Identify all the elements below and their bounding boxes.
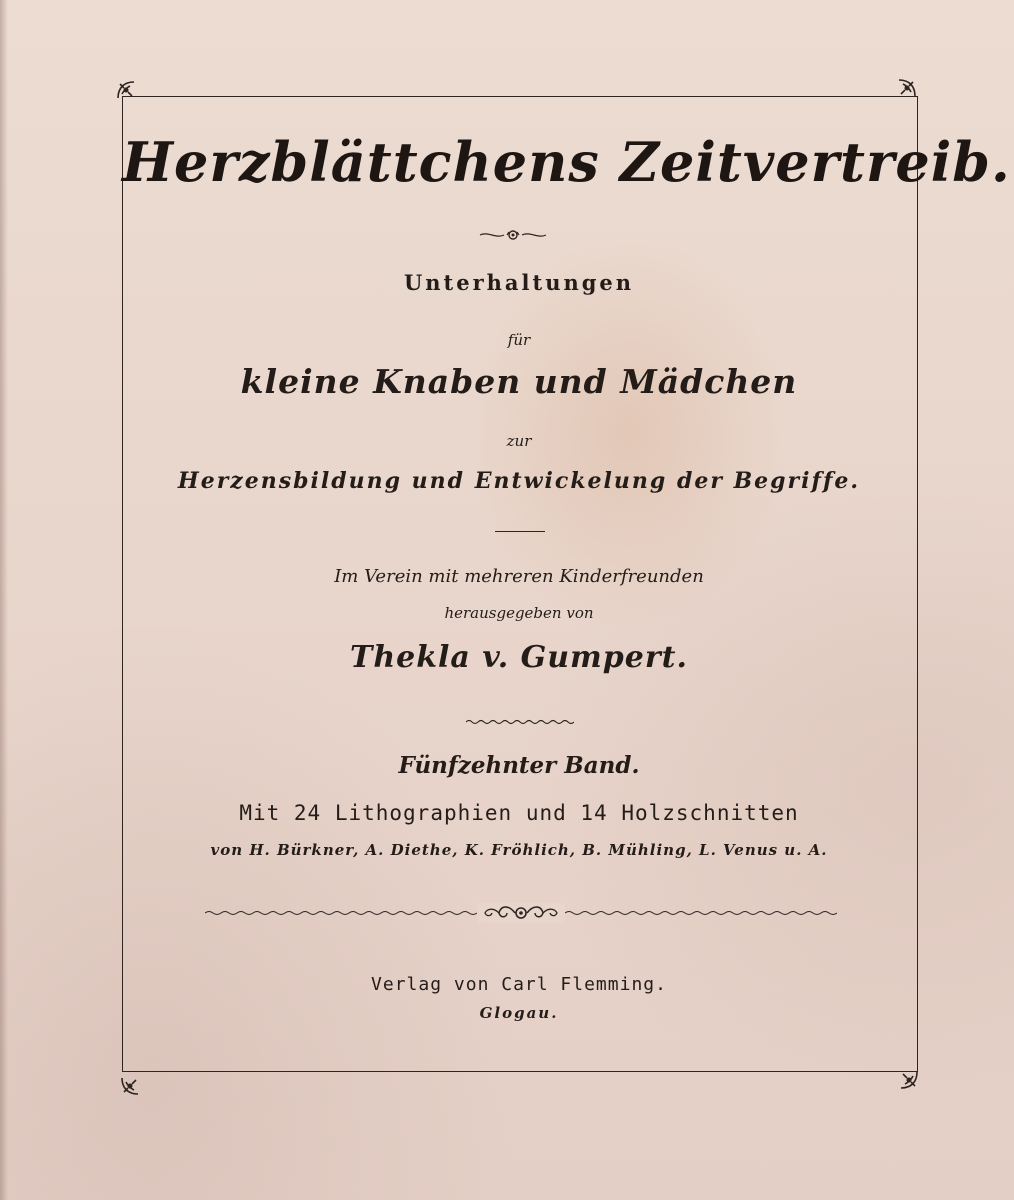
volume-label: Fünfzehnter Band. — [398, 752, 640, 779]
editor-name: Thekla v. Gumpert. — [350, 640, 688, 675]
corner-ornament-icon — [895, 76, 919, 100]
subtitle-fuer: für — [507, 331, 531, 349]
flourish-ornament-icon — [478, 227, 548, 247]
subtitle-unterhaltungen: Unterhaltungen — [403, 270, 635, 295]
subtitle-audience: kleine Knaben und Mädchen — [240, 362, 798, 401]
editor-herausgegeben: herausgegeben von — [444, 604, 594, 622]
corner-ornament-icon — [118, 1074, 142, 1098]
subtitle-purpose: Herzensbildung und Entwickelung der Begriffe. — [177, 468, 861, 494]
spine-shadow — [0, 0, 8, 1200]
corner-ornament-icon — [114, 78, 138, 102]
subtitle-zur: zur — [506, 432, 532, 450]
publication-place: Glogau. — [479, 1004, 559, 1022]
divider-rule — [495, 531, 545, 532]
corner-ornament-icon — [897, 1068, 921, 1092]
scroll-ornament-icon — [205, 903, 837, 927]
illustrations-note: Mit 24 Lithographien und 14 Holzschnitten — [239, 801, 799, 825]
illustrators-list: von H. Bürkner, A. Diethe, K. Fröhlich, B. Mühling, L. Venus u. A. — [210, 841, 828, 859]
wavy-divider-icon — [466, 711, 574, 730]
book-title: Herzblättchens Zeitvertreib. — [122, 130, 1011, 194]
editor-intro: Im Verein mit mehreren Kinderfreunden — [334, 566, 704, 587]
publisher-line: Verlag von Carl Flemming. — [371, 974, 667, 995]
